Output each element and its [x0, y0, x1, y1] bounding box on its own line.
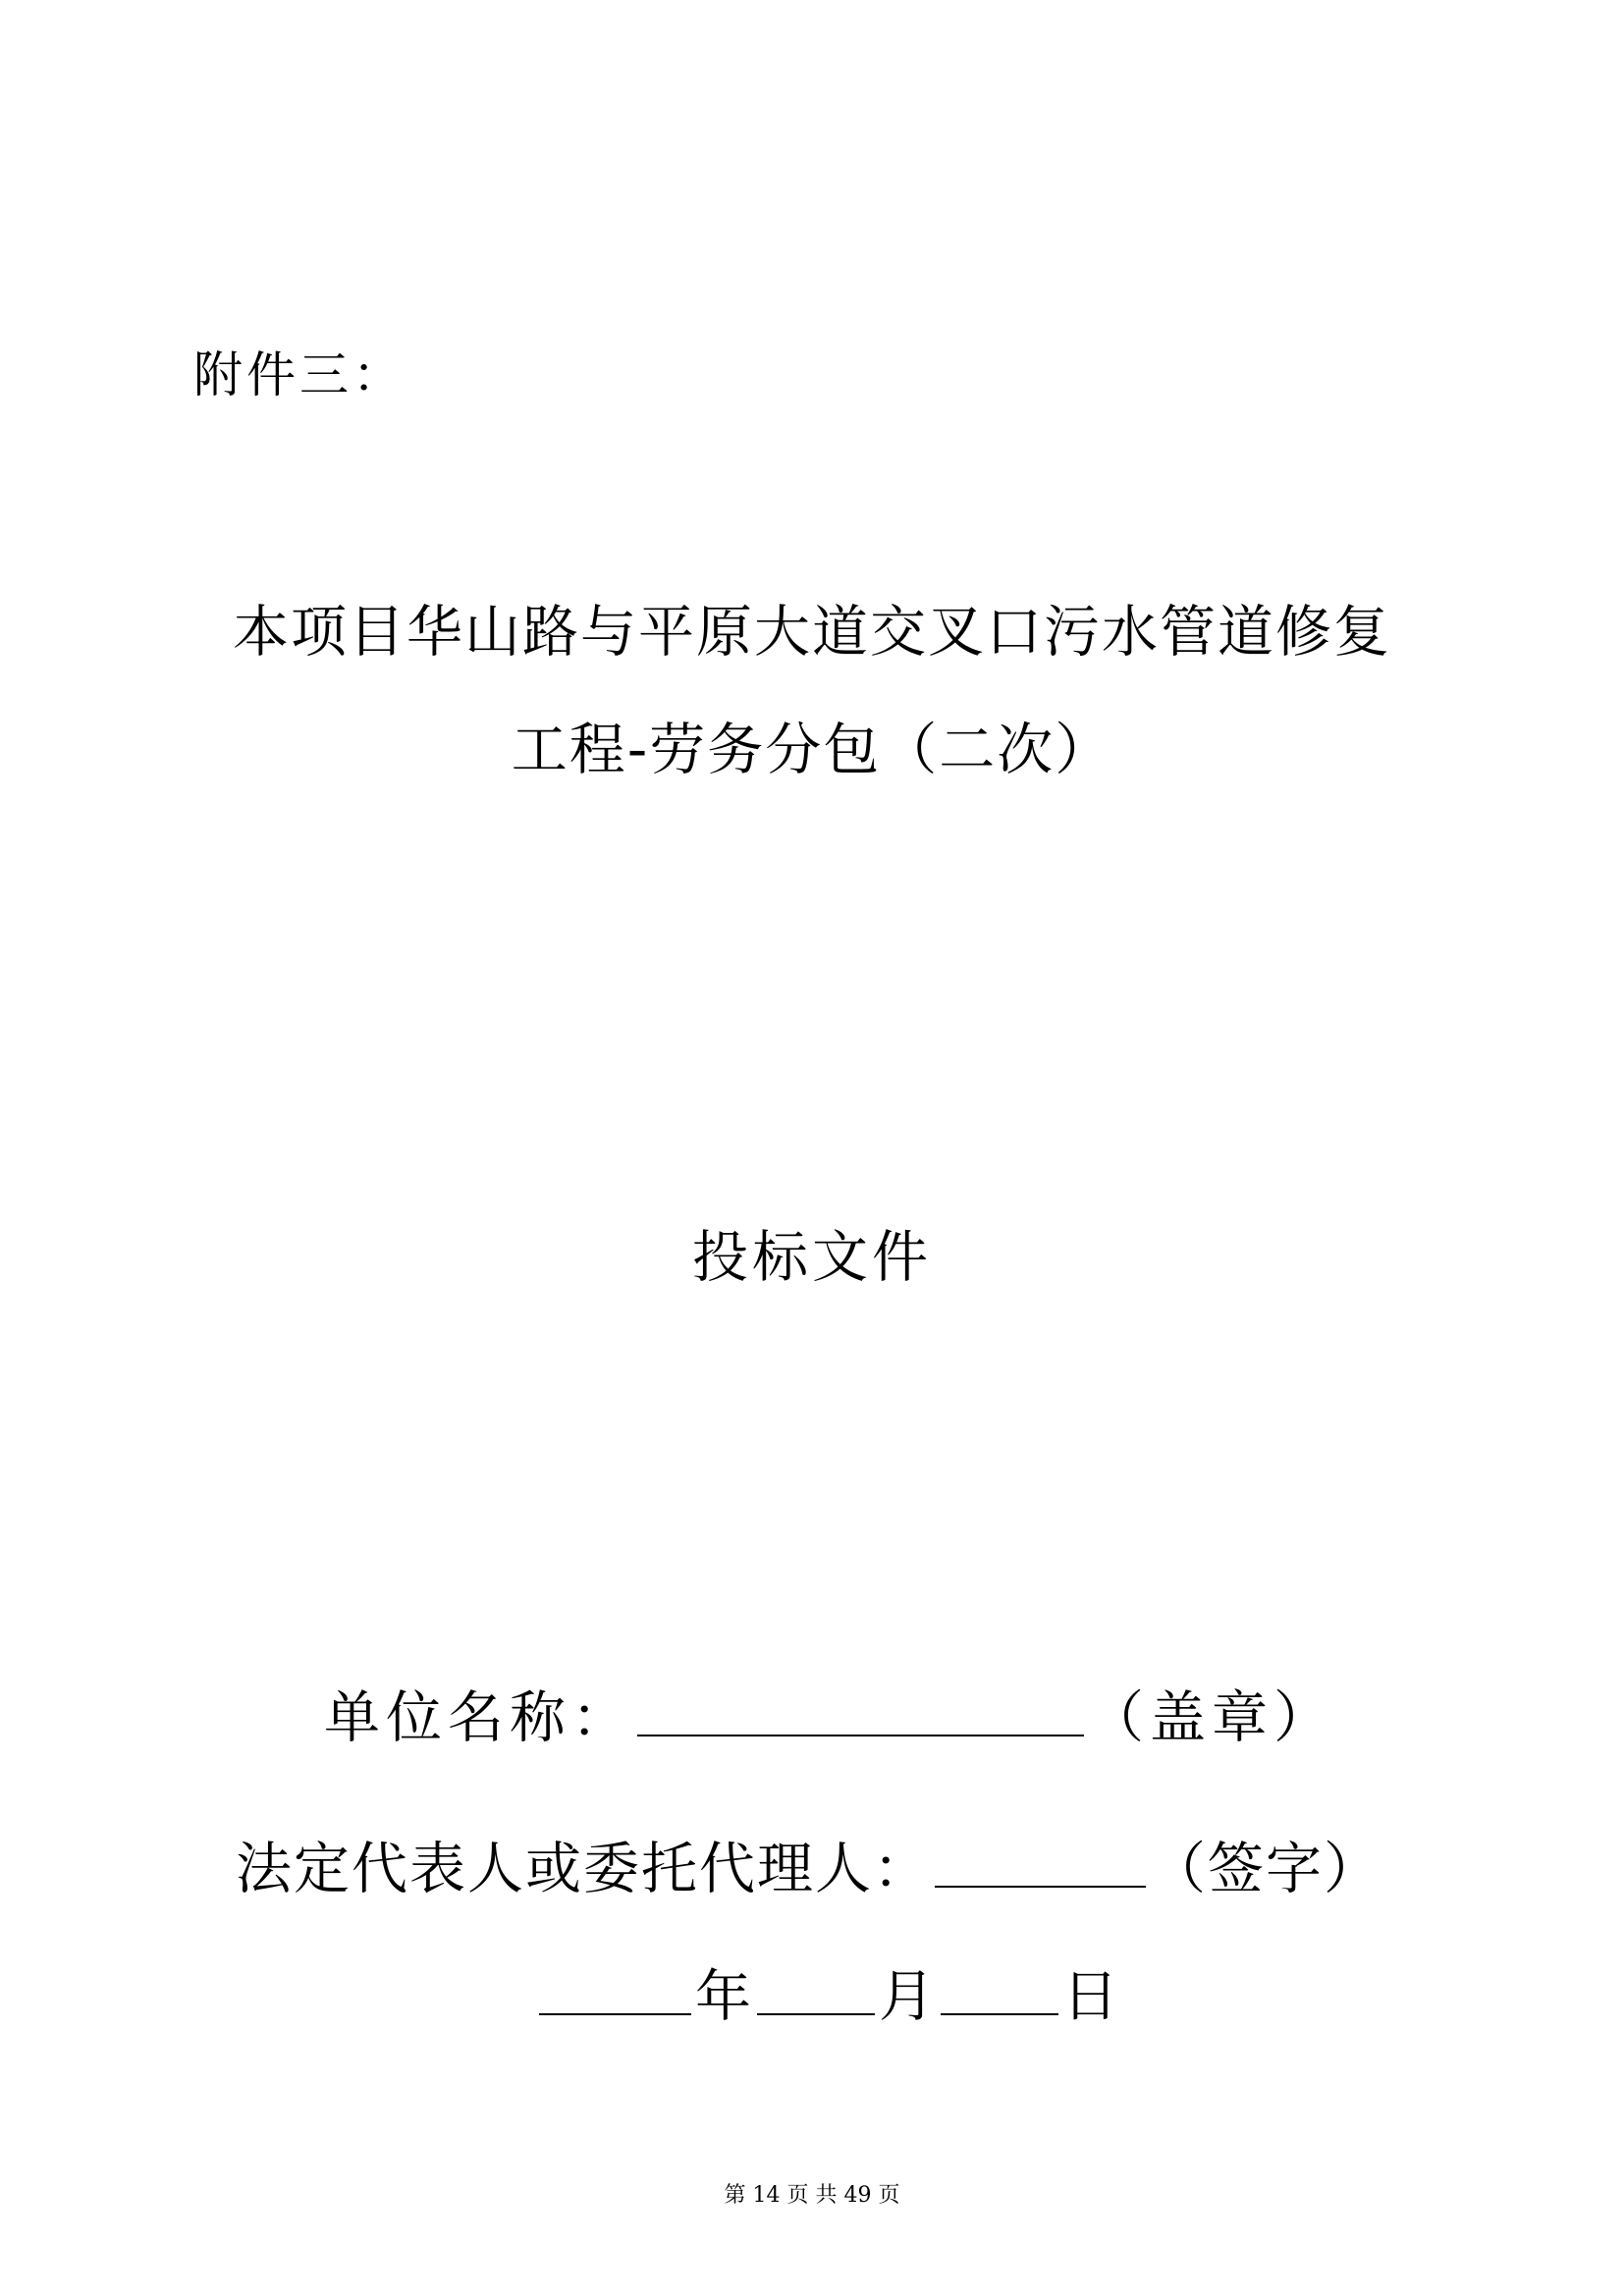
document-heading: 投标文件 [692, 1225, 932, 1290]
day-label: 日 [1062, 1964, 1120, 2029]
title-line-2: 工程-劳务分包（二次） [511, 718, 1113, 782]
day-blank [941, 1962, 1058, 2015]
year-blank [539, 1962, 691, 2015]
document-title [0, 599, 1624, 783]
company-name-label: 单位名称： [324, 1685, 633, 1750]
page-footer: 第 14 页 共 49 页 [724, 2183, 900, 2208]
year-label: 年 [695, 1964, 753, 2029]
title-line-1: 本项目华山路与平原大道交叉口污水管道修复 [233, 600, 1391, 665]
company-name-row [324, 1683, 1335, 1751]
representative-label: 法定代表人或委托代理人： [236, 1837, 931, 1901]
representative-signature-note: （签字） [1150, 1837, 1381, 1901]
company-stamp-note: （盖章） [1088, 1685, 1335, 1750]
month-label: 月 [879, 1964, 937, 2029]
representative-row [236, 1835, 1381, 1902]
company-name-blank [637, 1683, 1084, 1736]
representative-blank [935, 1835, 1146, 1888]
attachment-label: 附件三： [193, 347, 406, 403]
date-row [535, 1962, 1120, 2030]
month-blank [757, 1962, 875, 2015]
